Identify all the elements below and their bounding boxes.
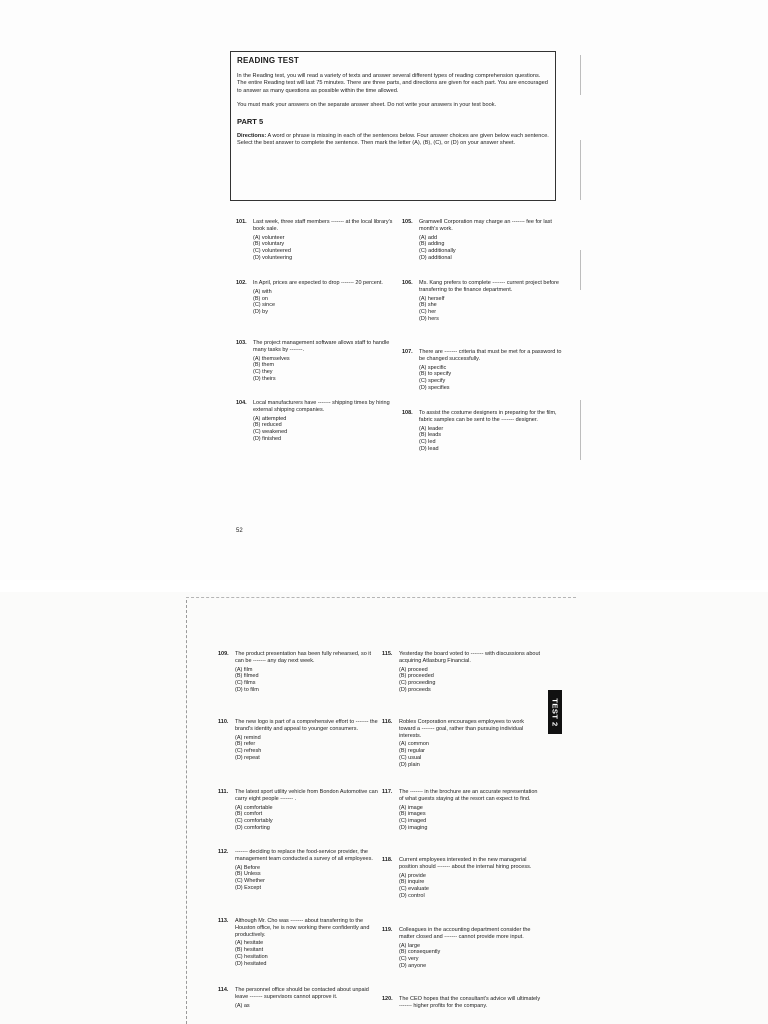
answer-option: (C) comfortably (235, 818, 273, 825)
page-edge-mark (580, 140, 581, 200)
question-text: The new logo is part of a comprehensive effort to ------- the brand's identity and appeal to younger consumers. (235, 719, 378, 732)
question-number: 110. (218, 719, 229, 725)
page-edge-mark (580, 55, 581, 95)
question-number: 108. (402, 410, 413, 416)
answer-option: (D) anyone (399, 962, 427, 969)
answer-option: (A) specific (419, 364, 447, 371)
question-text: Gramwell Corporation may charge an ------- fee for last month's work. (419, 219, 552, 232)
question-stem (236, 340, 396, 354)
question-number: 107. (402, 349, 413, 355)
answer-option: (A) large (399, 942, 421, 949)
directions-label: Directions: (237, 132, 267, 139)
answer-option: (C) imaged (399, 818, 427, 825)
answer-option: (B) voluntary (253, 241, 285, 248)
question-text: The product presentation has been fully rehearsed, so it can be ------- any day next week. (235, 651, 372, 664)
answer-options (218, 735, 378, 762)
question-number: 114. (218, 987, 229, 993)
question-item (402, 219, 562, 262)
answer-option: (A) add (419, 234, 438, 241)
reading-test-intro: In the Reading test, you will read a variety of texts and answer several different types of reading comprehension questions. The entire Reading test will last 75 minutes. There are three parts, and directions are given for each part. You are encouraged to answer as many questions as possible within the time allowed. (237, 73, 548, 94)
question-number: 106. (402, 280, 413, 286)
answer-option: (B) comfort (235, 811, 263, 818)
question-text: Robles Corporation encourages employees to work toward a ------- goal, rather than pursuing individual interests. (399, 719, 525, 739)
answer-option: (A) remind (235, 734, 261, 741)
question-item (402, 349, 562, 392)
question-stem (218, 651, 378, 665)
answer-option: (A) proceed (399, 666, 428, 673)
answer-option: (B) them (253, 362, 275, 369)
question-text: Local manufacturers have ------- shipping times by hiring external shipping companies. (253, 400, 390, 413)
answer-option: (B) she (419, 302, 437, 309)
page-edge-mark (580, 250, 581, 290)
question-number: 101. (236, 219, 247, 225)
answer-option: (A) common (399, 741, 429, 748)
answer-option: (C) they (253, 369, 273, 376)
question-number: 120. (382, 996, 393, 1002)
answer-option: (A) as (235, 1002, 250, 1009)
answer-option: (C) weakened (253, 429, 288, 436)
question-item (382, 651, 542, 694)
question-stem (218, 918, 378, 938)
page-edge-mark (580, 400, 581, 460)
answer-option: (B) Unless (235, 871, 261, 878)
answer-options (236, 416, 396, 443)
answer-option: (C) hesitation (235, 953, 268, 960)
answer-option: (C) refresh (235, 748, 262, 755)
answer-option: (D) plain (399, 761, 420, 768)
question-number: 117. (382, 789, 393, 795)
page-gap (0, 580, 768, 592)
question-item (382, 927, 542, 970)
question-item (236, 400, 396, 443)
answer-option: (A) themselves (253, 355, 290, 362)
part-title: PART 5 (237, 116, 264, 126)
answer-option: (D) imaging (399, 824, 428, 831)
question-number: 118. (382, 857, 393, 863)
question-text: The personnel office should be contacted about unpaid leave ------- supervisors cannot approve it. (235, 987, 369, 1000)
question-text: In April, prices are expected to drop ------- 20 percent. (253, 280, 383, 286)
question-stem (382, 927, 542, 941)
question-number: 112. (218, 849, 229, 855)
reading-test-instructions-box (230, 51, 556, 201)
question-text: ------- deciding to replace the food-service provider, the management team conducted a survey of all employees. (235, 849, 373, 862)
answer-option: (A) film (235, 666, 253, 673)
question-stem (218, 789, 378, 803)
question-stem (382, 857, 542, 871)
answer-options (236, 289, 396, 316)
answer-option: (C) her (419, 309, 437, 316)
question-text: Although Mr. Cho was ------- about transferring to the Houston office, he is now working there confidently and productively. (235, 918, 370, 938)
answer-options (382, 873, 542, 900)
answer-options (402, 296, 562, 323)
page-left-edge (186, 600, 187, 1024)
answer-option: (C) films (235, 680, 256, 687)
answer-option: (D) theirs (253, 375, 276, 382)
answer-option: (C) Whether (235, 878, 265, 885)
question-stem (402, 349, 562, 363)
question-stem (236, 280, 396, 287)
question-number: 111. (218, 789, 229, 795)
answer-option: (B) consequently (399, 949, 441, 956)
question-text: Colleagues in the accounting department consider the matter closed and ------- cannot provide more input. (399, 927, 531, 940)
answer-option: (A) volunteer (253, 234, 285, 241)
question-text: The CEO hopes that the consultant's advice will ultimately ------- higher profits for the company. (399, 996, 541, 1009)
answer-sheet-instruction: You must mark your answers on the separate answer sheet. Do not write your answers in your test book. (237, 102, 497, 109)
directions-text: A word or phrase is missing in each of the sentences below. Four answer choices are given below each sentence. Select the best answer to complete the sentence. Then mark the letter (A), (B), (C), or (D) on your answer sheet. (237, 132, 549, 147)
answer-option: (D) Except (235, 884, 261, 891)
page-top-edge (186, 597, 576, 598)
question-number: 104. (236, 400, 247, 406)
question-item (382, 789, 542, 832)
test-tab-label: TEST 2 (550, 697, 560, 727)
question-stem (402, 410, 562, 424)
question-number: 105. (402, 219, 413, 225)
answer-option: (B) regular (399, 748, 425, 755)
question-stem (382, 719, 542, 739)
answer-options (218, 865, 378, 892)
answer-options (402, 426, 562, 453)
answer-option: (D) additional (419, 254, 452, 261)
question-text: To assist the costume designers in preparing for the film, fabric samples can be sent to the ------- designer. (419, 410, 557, 423)
answer-option: (D) volunteering (253, 254, 293, 261)
question-item (382, 857, 542, 900)
answer-option: (D) by (253, 309, 268, 316)
answer-option: (C) very (399, 956, 419, 963)
answer-options (382, 741, 542, 768)
answer-options (402, 365, 562, 392)
question-number: 116. (382, 719, 393, 725)
question-stem (236, 219, 396, 233)
page-number: 52 (236, 528, 243, 534)
answer-option: (D) to film (235, 686, 259, 693)
question-stem (382, 996, 542, 1010)
answer-options (218, 667, 378, 694)
answer-option: (A) provide (399, 872, 426, 879)
question-text: Current employees interested in the new managerial position should ------- about the internal hiring process. (399, 857, 532, 870)
question-text: There are ------- criteria that must be met for a password to be changed successfully. (419, 349, 562, 362)
question-item (236, 219, 396, 262)
answer-option: (A) herself (419, 295, 445, 302)
answer-option: (C) specify (419, 378, 446, 385)
question-text: The ------- in the brochure are an accurate representation of what guests staying at the resort can expect to find. (399, 789, 538, 802)
answer-option: (D) control (399, 892, 425, 899)
answer-option: (C) volunteered (253, 248, 291, 255)
answer-option: (A) hesitate (235, 940, 264, 947)
answer-option: (C) additionally (419, 248, 456, 255)
answer-option: (C) proceeding (399, 680, 436, 687)
question-number: 113. (218, 918, 229, 924)
answer-option: (C) since (253, 302, 276, 309)
question-text: Ms. Kang prefers to complete ------- current project before transferring to the finance department. (419, 280, 559, 293)
answer-option: (D) finished (253, 435, 282, 442)
answer-option: (B) refer (235, 741, 256, 748)
question-item (382, 996, 542, 1012)
test-section-tab (548, 690, 562, 734)
question-item (218, 651, 378, 694)
question-item (402, 280, 562, 323)
answer-options (236, 356, 396, 383)
question-stem (218, 719, 378, 733)
question-stem (382, 789, 542, 803)
answer-option: (D) lead (419, 445, 439, 452)
answer-option: (A) Before (235, 864, 261, 871)
answer-option: (D) hesitated (235, 960, 267, 967)
question-stem (236, 400, 396, 414)
question-number: 119. (382, 927, 393, 933)
question-number: 115. (382, 651, 393, 657)
answer-options (382, 667, 542, 694)
question-stem (402, 280, 562, 294)
answer-option: (B) to specify (419, 371, 452, 378)
question-item (236, 280, 396, 316)
question-text: Last week, three staff members ------- at the local library's book sale. (253, 219, 393, 232)
answer-options (218, 1003, 378, 1010)
answer-options (218, 940, 378, 967)
answer-option: (A) leader (419, 425, 444, 432)
answer-options (236, 235, 396, 262)
answer-option: (D) proceeds (399, 686, 431, 693)
answer-option: (A) comfortable (235, 804, 273, 811)
answer-option: (B) leads (419, 432, 442, 439)
answer-options (218, 805, 378, 832)
question-text: The project management software allows staff to handle many tasks by -------. (253, 340, 390, 353)
answer-option: (B) images (399, 811, 426, 818)
question-text: The latest sport utility vehicle from Bondon Automotive can carry eight people ------- . (235, 789, 378, 802)
question-stem (382, 651, 542, 665)
answer-option: (C) led (419, 439, 436, 446)
answer-option: (D) specifies (419, 384, 450, 391)
part-directions (237, 133, 549, 148)
question-stem (218, 987, 378, 1001)
question-item (402, 410, 562, 453)
answer-option: (B) reduced (253, 422, 282, 429)
answer-option: (B) inquire (399, 879, 425, 886)
question-item (218, 987, 378, 1009)
answer-options (382, 805, 542, 832)
question-item (382, 719, 542, 769)
question-text: Yesterday the board voted to ------- with discussions about acquiring Atlasburg Financial. (399, 651, 541, 664)
answer-option: (B) proceeded (399, 673, 434, 680)
answer-option: (D) repeat (235, 754, 260, 761)
answer-option: (D) hers (419, 315, 439, 322)
answer-option: (A) with (253, 288, 272, 295)
question-stem (402, 219, 562, 233)
question-stem (218, 849, 378, 863)
answer-option: (A) image (399, 804, 423, 811)
answer-option: (B) filmed (235, 673, 259, 680)
question-number: 109. (218, 651, 229, 657)
question-number: 102. (236, 280, 247, 286)
answer-option: (B) adding (419, 241, 445, 248)
answer-option: (C) evaluate (399, 886, 429, 893)
question-number: 103. (236, 340, 247, 346)
question-item (218, 789, 378, 832)
question-item (236, 340, 396, 383)
answer-option: (C) usual (399, 754, 422, 761)
answer-option: (B) on (253, 295, 268, 302)
answer-option: (A) attempted (253, 415, 287, 422)
answer-option: (D) comforting (235, 824, 270, 831)
answer-options (382, 943, 542, 970)
answer-options (402, 235, 562, 262)
question-item (218, 918, 378, 968)
question-item (218, 719, 378, 762)
question-item (218, 849, 378, 892)
answer-option: (B) hesitant (235, 947, 264, 954)
reading-test-title: READING TEST (237, 56, 299, 65)
